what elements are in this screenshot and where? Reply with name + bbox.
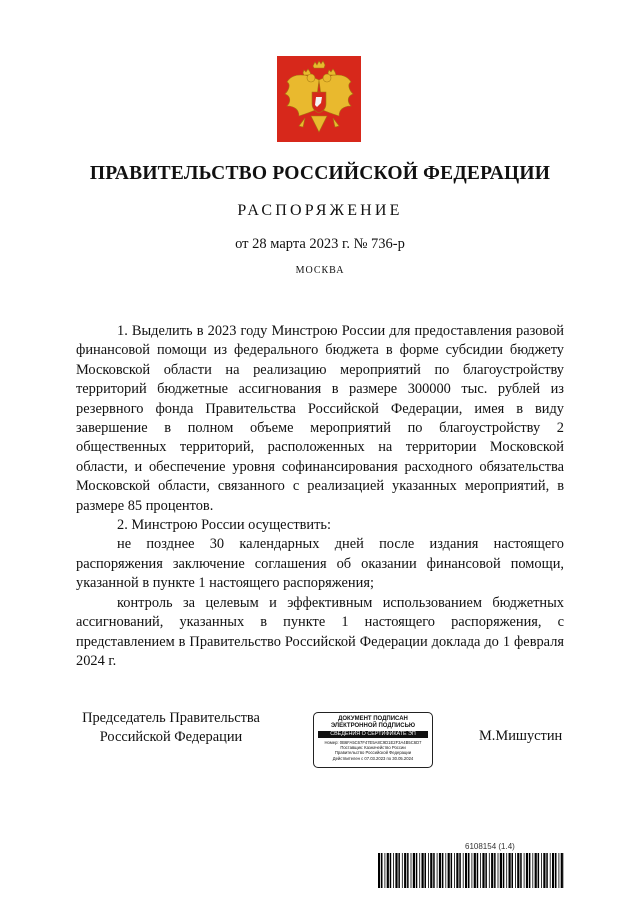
stamp-line-3: СВЕДЕНИЯ О СЕРТИФИКАТЕ ЭП xyxy=(318,731,428,738)
stamp-provider: Поставщик: Казначейство России xyxy=(340,745,406,751)
russian-coat-of-arms-icon xyxy=(277,56,361,142)
paragraph-2: 2. Минстрою России осуществить: xyxy=(117,517,331,534)
barcode-icon xyxy=(378,853,564,888)
paragraph-1: 1. Выделить в 2023 году Минстрою России для предоставления разовой финансовой помощи из федерального бюджета в форме субсидии бюджету Московской области на реализацию мероприятий по благоустройству территорий бюджетные ассигнования в размере 300000 тыс. рублей из резервного фонда Правительства Российской Федерации, имея в виду завершение в полном объеме мероприятий по благоустройству 2 общественных территорий, расположенных на территории Московской области, и обеспечение уровня софинансирования расходного обязательства Московской области, связанного с реализацией указанных мероприятий, в размере 85 процентов. xyxy=(76,323,564,514)
document-code: 6108154 (1.4) xyxy=(465,842,515,851)
document-type: РАСПОРЯЖЕНИЕ xyxy=(237,202,403,219)
paragraph-3: не позднее 30 календарных дней после издания настоящего распоряжения заключение соглашения об оказании финансовой помощи, указанной в пункте 1 настоящего распоряжения; xyxy=(76,536,564,592)
paragraph-4: контроль за целевым и эффективным использованием бюджетных ассигнований, указанных в пункте 1 настоящего распоряжения, с представлением в Правительство Российской Федерации доклада до 1 февраля 2024 г. xyxy=(76,594,564,669)
document-city: МОСКВА xyxy=(295,265,345,276)
signatory-position-line2: Российской Федерации xyxy=(99,729,243,746)
stamp-certificate-number: Номер: 0B6FA5C67F47E5A8C9D1E2F3A4B5C6D7 xyxy=(324,740,422,745)
electronic-signature-stamp xyxy=(313,712,433,768)
government-title: ПРАВИТЕЛЬСТВО РОССИЙСКОЙ ФЕДЕРАЦИИ xyxy=(89,163,551,184)
stamp-line-2: ЭЛЕКТРОННОЙ ПОДПИСЬЮ xyxy=(330,723,416,729)
document-date-number: от 28 марта 2023 г. № 736-р xyxy=(235,236,405,252)
document-body xyxy=(76,322,564,671)
signatory-name: М.Мишустин xyxy=(479,728,563,744)
stamp-owner: Правительство Российской Федерации xyxy=(334,750,412,756)
signatory-position xyxy=(80,709,262,748)
stamp-line-1: ДОКУМЕНТ ПОДПИСАН xyxy=(338,716,408,722)
stamp-validity: Действителен с 07.03.2023 по 30.05.2024 xyxy=(332,755,414,761)
signatory-position-line1: Председатель Правительства xyxy=(82,710,260,726)
